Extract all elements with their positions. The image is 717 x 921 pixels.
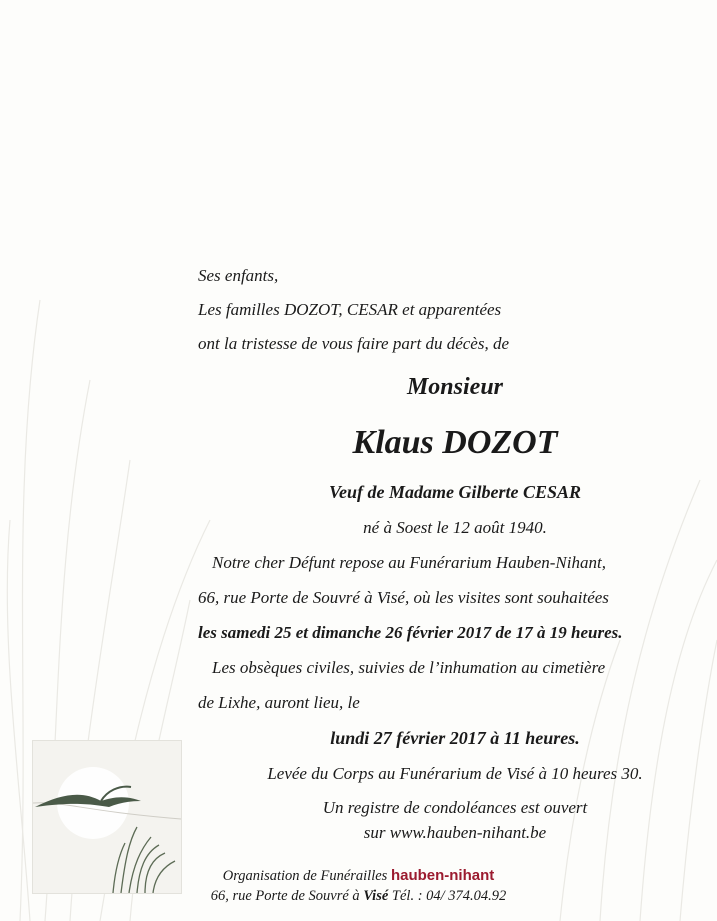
footer bbox=[0, 866, 717, 906]
footer-address: 66, rue Porte de Souvré à bbox=[210, 888, 360, 904]
levee-line: Levée du Corps au Funérarium de Visé à 10 heures 30. bbox=[267, 764, 643, 783]
intro-children: Ses enfants, bbox=[198, 266, 279, 285]
condolences-line-2: sur www.hauben-nihant.be bbox=[363, 823, 547, 842]
visit-dates: les samedi 25 et dimanche 26 février 2017 de 17 à 19 heures. bbox=[198, 623, 623, 642]
footer-city: Visé bbox=[363, 888, 389, 904]
ceremony-line-1: Les obsèques civiles, suivies de l’inhumation au cimetière bbox=[212, 658, 606, 677]
deceased-title: Monsieur bbox=[406, 374, 504, 400]
ceremony-date: lundi 27 février 2017 à 11 heures. bbox=[330, 728, 580, 748]
widower-line: Veuf de Madame Gilberte CESAR bbox=[328, 482, 581, 502]
intro-announcement: ont la tristesse de vous faire part du décès, de bbox=[198, 334, 509, 353]
footer-org-line bbox=[0, 866, 717, 886]
condolences-line-1: Un registre de condoléances est ouvert bbox=[322, 798, 588, 817]
visit-line-2: 66, rue Porte de Souvré à Visé, où les visites sont souhaitées bbox=[198, 588, 609, 607]
ceremony-line-2: de Lixhe, auront lieu, le bbox=[198, 693, 360, 712]
birth-line: né à Soest le 12 août 1940. bbox=[363, 518, 547, 537]
visit-line-1: Notre cher Défunt repose au Funérarium Hauben-Nihant, bbox=[212, 553, 606, 572]
deceased-name: Klaus DOZOT bbox=[352, 424, 558, 461]
footer-phone: Tél. : 04/ 374.04.92 bbox=[391, 888, 507, 904]
intro-families: Les familles DOZOT, CESAR et apparentées bbox=[198, 300, 502, 319]
footer-org-label: Organisation de Funérailles bbox=[222, 868, 388, 884]
brand-logo: hauben-nihant bbox=[390, 867, 495, 884]
footer-address-line bbox=[0, 886, 717, 906]
